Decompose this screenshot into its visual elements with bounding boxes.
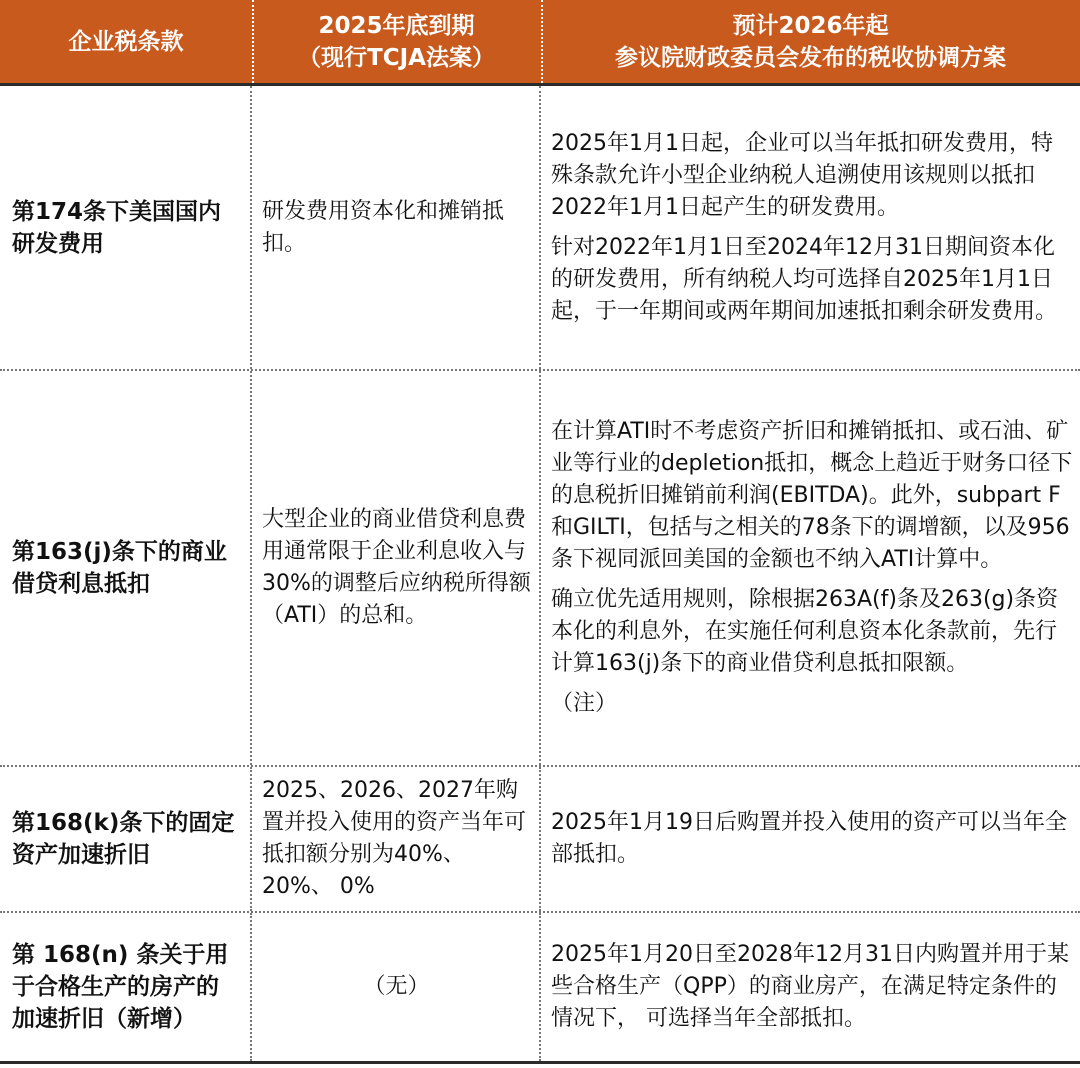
provision-cell [0,913,252,1061]
proposal-paragraph: 确立优先适用规则，除根据263A(f)条及263(g)条资本化的利息外，在实施任何利息资本化条款前，先行计算163(j)条下的商业借贷利息抵扣限额。 [551,587,1059,676]
current-law-cell [252,767,541,911]
header-provision [0,0,252,83]
proposal-cell [541,767,1080,911]
header-divider [252,0,254,83]
proposal-cell [541,86,1080,369]
proposal-note: （注） [551,691,618,716]
header-current-law-line1: 2025年底到期 [318,12,475,39]
current-law-text: （无） [363,974,430,999]
header-current-law-line2: （现行TCJA法案） [298,44,495,71]
provision-text: 第 168(n) 条关于用于合格生产的房产的加速折旧（新增） [12,942,229,1032]
provision-cell [0,371,252,765]
provision-cell [0,86,252,369]
table-row [0,371,1080,767]
header-current-law [252,0,541,83]
header-proposal-line2: 参议院财政委员会发布的税收协调方案 [615,44,1006,71]
header-divider [541,0,543,83]
table-row [0,767,1080,913]
current-law-text: 大型企业的商业借贷利息费用通常限于企业利息收入与30%的调整后应纳税所得额（ATI）的总和。 [262,507,531,628]
proposal-paragraph: 2025年1月19日后购置并投入使用的资产可以当年全部抵扣。 [551,810,1067,867]
proposal-paragraph: 2025年1月1日起，企业可以当年抵扣研发费用，特殊条款允许小型企业纳税人追溯使用该规则以抵扣2022年1月1日起产生的研发费用。 [551,130,1053,220]
header-provision-label: 企业税条款 [68,28,184,55]
proposal-paragraph: 2025年1月20日至2028年12月31日内购置并用于某些合格生产（QPP）的商业房产，在满足特定条件的情况下， 可选择当年全部抵扣。 [551,942,1069,1031]
current-law-cell [252,86,541,369]
provision-text: 第174条下美国国内研发费用 [12,198,222,257]
header-proposal-line1: 预计2026年起 [732,12,889,39]
current-law-text: 2025、2026、2027年购置并投入使用的资产当年可抵扣额分别为40%、20%、 0% [262,778,527,899]
proposal-paragraph: 在计算ATI时不考虑资产折旧和摊销抵扣、或石油、矿业等行业的depletion抵扣，概念上趋近于财务口径下的息税折旧摊销前利润(EBITDA)。此外，subpart F和GILTI，包括与之相关的78条下的调增额，以及956条下视同派回美国的金额也不纳入ATI计算中。 [551,419,1073,572]
provision-text: 第163(j)条下的商业借贷利息抵扣 [12,539,227,597]
table-header [0,0,1080,86]
table-row [0,913,1080,1064]
table-row [0,86,1080,371]
header-proposal [541,0,1080,83]
proposal-paragraph: 针对2022年1月1日至2024年12月31日期间资本化的研发费用，所有纳税人均可选择自2025年1月1日起，于一年期间或两年期间加速抵扣剩余研发费用。 [551,234,1058,324]
current-law-cell [252,913,541,1061]
current-law-cell [252,371,541,765]
provision-text: 第168(k)条下的固定资产加速折旧 [12,810,235,868]
current-law-text: 研发费用资本化和摊销抵扣。 [262,198,505,256]
proposal-cell [541,913,1080,1061]
proposal-cell [541,371,1080,765]
provision-cell [0,767,252,911]
